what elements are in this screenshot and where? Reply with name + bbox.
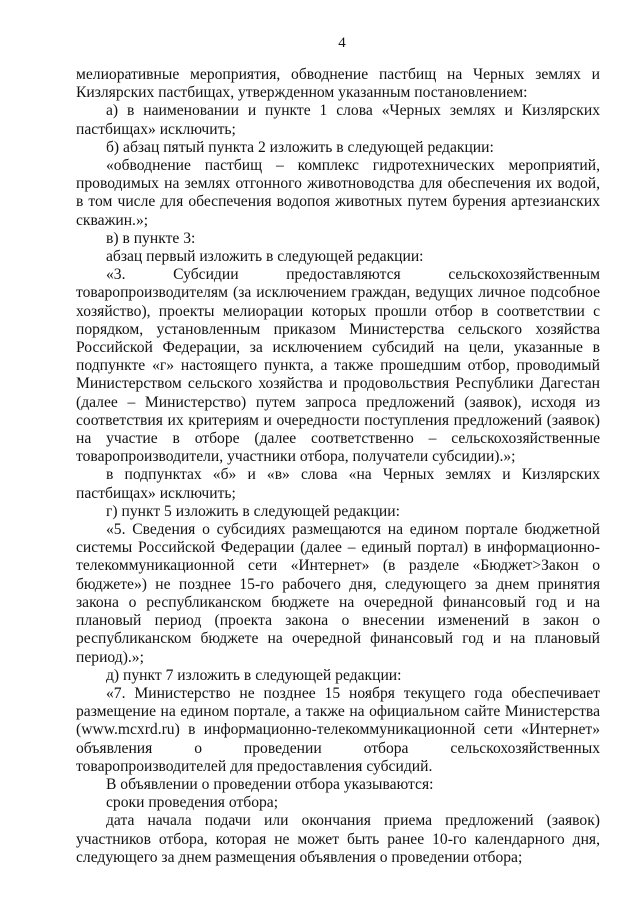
paragraph: «3. Субсидии предоставляются сельскохозяйственным товаропроизводителям (за исключением граждан, ведущих личное подсобное хозяйство), проекты мелиорации которых прошли отбор в соответствии с порядком, установленным приказом Министерства сельского хозяйства Российской Федерации, за исключением субсидий на цели, указанные в подпункте «г» настоящего пункта, а также прошедшим отбор, проводимый Министерством сельского хозяйства и продовольствия Республики Дагестан (далее – Министерство) путем запроса предложений (заявок), исходя из соответствия их критериям и очередности поступления предложений (заявок) на участие в отборе (далее соответственно – сельскохозяйственные товаропроизводители, участники отбора, получатели субсидии).»; xyxy=(76,266,600,466)
paragraph: в подпунктах «б» и «в» слова «на Черных землях и Кизлярских пастбищах» исключить; xyxy=(76,466,600,502)
paragraph: г) пункт 5 изложить в следующей редакции: xyxy=(106,502,400,520)
paragraph: «7. Министерство не позднее 15 ноября текущего года обеспечивает размещение на едином портале, а также на официальном сайте Министерства (www.mcxrd.ru) в информационно-телекоммуникационной сети «Интернет» объявления о проведении отбора сельскохозяйственных товаропроизводителей для предоставления субсидий. xyxy=(76,684,600,775)
paragraph: б) абзац пятый пункта 2 изложить в следующей редакции: xyxy=(106,138,494,156)
paragraph: дата начала подачи или окончания приема предложений (заявок) участников отбора, которая не может быть ранее 10-го календарного дня, следующего за днем размещения объявления о проведении отбора; xyxy=(76,812,600,866)
paragraph: В объявлении о проведении отбора указываются: xyxy=(106,775,434,793)
paragraph: д) пункт 7 изложить в следующей редакции: xyxy=(106,666,402,684)
document-body xyxy=(76,66,600,867)
paragraph: а) в наименовании и пункте 1 слова «Черных землях и Кизлярских пастбищах» исключить; xyxy=(76,102,600,138)
paragraph: мелиоративные мероприятия, обводнение пастбищ на Черных землях и Кизлярских пастбищах, утвержденном указанным постановлением: xyxy=(76,66,600,102)
paragraph: сроки проведения отбора; xyxy=(106,794,279,812)
paragraph: «обводнение пастбищ – комплекс гидротехнических мероприятий, проводимых на землях отгонного животноводства для обеспечения их водой, в том числе для обеспечения водопоя животных путем бурения артезианских скважин.»; xyxy=(76,157,600,229)
paragraph: в) в пункте 3: xyxy=(106,229,196,247)
paragraph: абзац первый изложить в следующей редакции: xyxy=(106,248,424,266)
paragraph: «5. Сведения о субсидиях размещаются на едином портале бюджетной системы Российской Федерации (далее – единый портал) в информационно-телекоммуникационной сети «Интернет» (в разделе «Бюджет>Закон о бюджете») не позднее 15-го рабочего дня, следующего за днем принятия закона о республиканском бюджете на очередной финансовый год и на плановый период (проекта закона о внесении изменений в закон о республиканском бюджете на очередной финансовый год и на плановый период).»; xyxy=(76,521,600,666)
page-number: 4 xyxy=(338,35,346,51)
